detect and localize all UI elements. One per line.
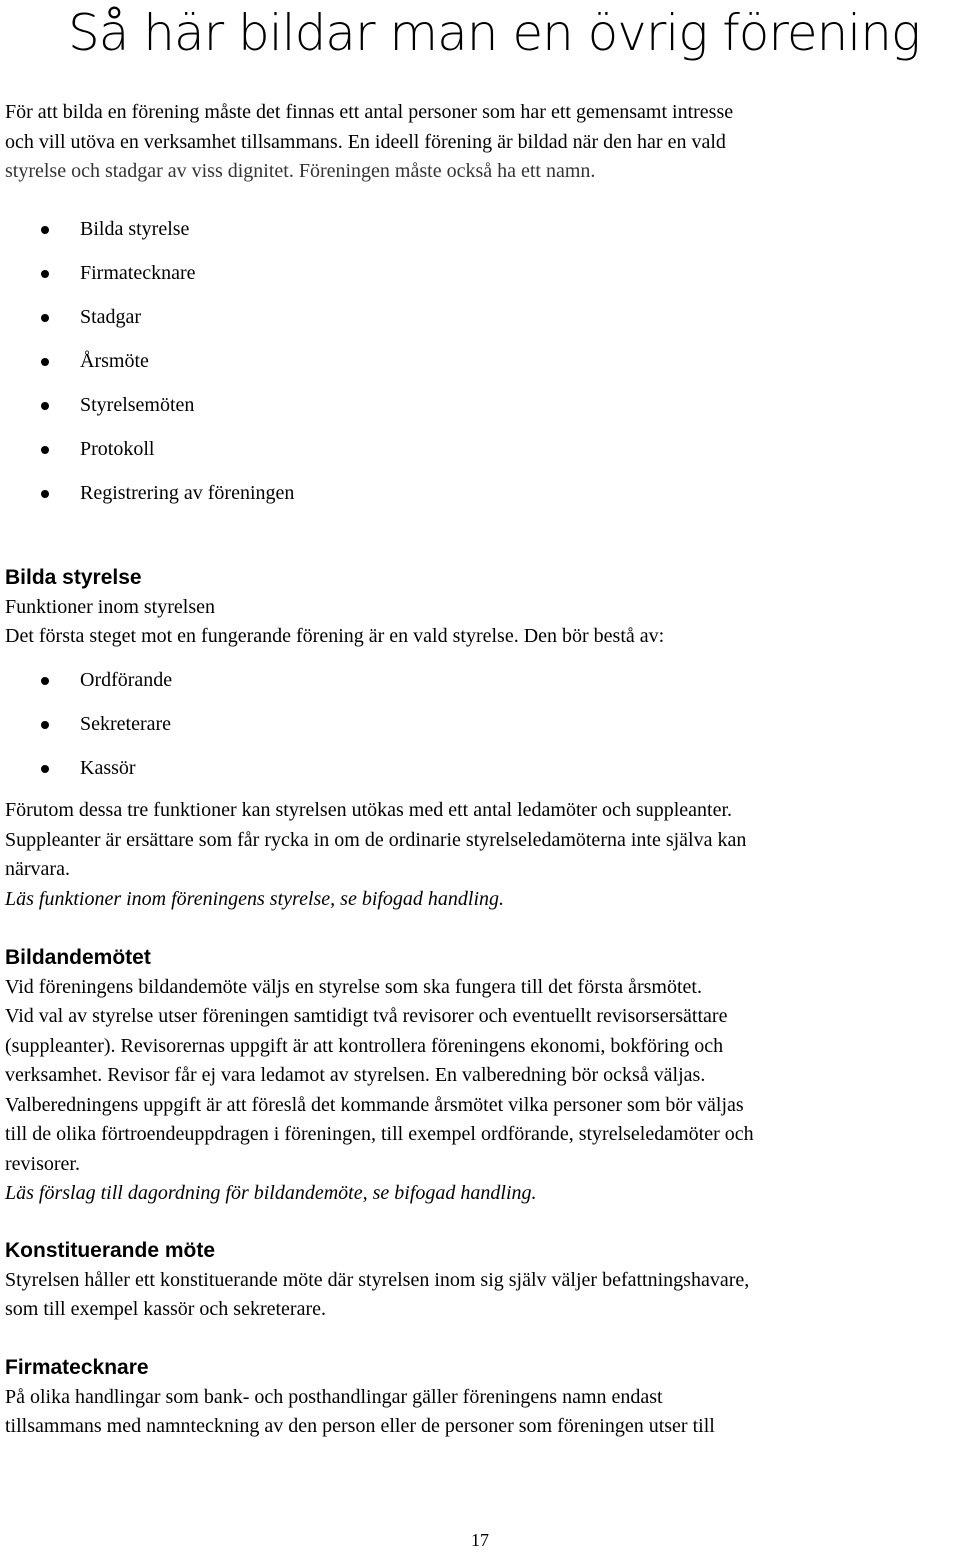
intro-line: styrelse och stadgar av viss dignitet. Föreningen måste också ha ett namn. — [5, 160, 596, 182]
paragraph-line: (suppleanter). Revisorernas uppgift är att kontrollera föreningens ekonomi, bokföring och — [5, 1034, 724, 1057]
reference-note: Läs förslag till dagordning för bildandemöte, se bifogad handling. — [5, 1182, 537, 1204]
paragraph-line: Valberedningens uppgift är att föreslå det kommande årsmötet vilka personer som bör väljas — [5, 1093, 744, 1116]
styrelse-details — [5, 796, 955, 914]
list-item — [5, 347, 955, 391]
list-item-label: Sekreterare — [80, 713, 172, 735]
list-item-label: Registrering av föreningen — [80, 482, 295, 504]
page-title: Så här bildar man en övrig förening — [68, 4, 920, 62]
page-number: 17 — [471, 1530, 489, 1550]
paragraph-line: till de olika förtroendeuppdragen i föreningen, till exempel ordförande, styrelseledamöter och — [5, 1123, 754, 1145]
paragraph-line: närvara. — [5, 858, 70, 880]
paragraph-line: Funktioner inom styrelsen — [5, 595, 215, 618]
paragraph-line: verksamhet. Revisor får ej vara ledamot av styrelsen. En valberedning bör också väljas. — [5, 1064, 706, 1086]
bullet-icon — [41, 490, 49, 498]
list-item-label: Stadgar — [80, 306, 142, 328]
list-item — [5, 259, 955, 303]
paragraph-line: som till exempel kassör och sekreterare. — [5, 1298, 326, 1320]
bullet-icon — [41, 314, 49, 322]
paragraph-line: Suppleanter är ersättare som får rycka in om de ordinarie styrelseledamöterna inte själva kan — [5, 828, 747, 851]
bullet-icon — [41, 446, 49, 454]
list-item — [5, 435, 955, 479]
bullet-icon — [41, 226, 49, 234]
paragraph-line: Vid föreningens bildandemöte väljs en styrelse som ska fungera till det första årsmötet. — [5, 975, 702, 998]
overview-list — [5, 215, 955, 523]
intro-line: För att bilda en förening måste det finnas ett antal personer som har ett gemensamt intresse — [5, 101, 734, 123]
list-item — [5, 479, 955, 523]
section-bildandemotet — [5, 943, 955, 1209]
list-item-label: Kassör — [80, 757, 136, 779]
list-item — [5, 215, 955, 259]
bullet-icon — [41, 677, 49, 685]
list-item — [5, 666, 955, 710]
reference-note: Läs funktioner inom föreningens styrelse, se bifogad handling. — [5, 887, 505, 910]
section-konstituerande-mote — [5, 1236, 955, 1325]
list-item-label: Styrelsemöten — [80, 394, 195, 416]
section-firmatecknare — [5, 1353, 955, 1442]
paragraph-line: Det första steget mot en fungerande förening är en vald styrelse. Den bör bestå av: — [5, 625, 665, 647]
list-item-label: Protokoll — [80, 438, 155, 460]
roles-list — [5, 666, 955, 798]
paragraph-line: Förutom dessa tre funktioner kan styrelsen utökas med ett antal ledamöter och suppleanter. — [5, 799, 733, 821]
list-item — [5, 754, 955, 798]
list-item — [5, 391, 955, 435]
paragraph-line: tillsammans med namnteckning av den person eller de personer som föreningen utser till — [5, 1415, 715, 1437]
bullet-icon — [41, 270, 49, 278]
bullet-icon — [41, 402, 49, 410]
section-heading: Bilda styrelse — [5, 566, 142, 589]
intro-line: och vill utöva en verksamhet tillsammans. En ideell förening är bildad när den har en vald — [5, 130, 726, 153]
section-heading: Bildandemötet — [5, 946, 151, 969]
section-heading: Firmatecknare — [5, 1356, 149, 1379]
list-item — [5, 303, 955, 347]
list-item-label: Firmatecknare — [80, 262, 196, 284]
bullet-icon — [41, 721, 49, 729]
section-bilda-styrelse — [5, 563, 955, 652]
paragraph-line: På olika handlingar som bank- och posthandlingar gäller föreningens namn endast — [5, 1385, 663, 1408]
paragraph-line: Vid val av styrelse utser föreningen samtidigt två revisorer och eventuellt revisorsersättare — [5, 1005, 728, 1027]
paragraph-line: revisorer. — [5, 1152, 80, 1175]
list-item — [5, 710, 955, 754]
section-heading: Konstituerande möte — [5, 1239, 216, 1262]
list-item-label: Ordförande — [80, 669, 173, 691]
list-item-label: Bilda styrelse — [80, 218, 190, 240]
list-item-label: Årsmöte — [80, 350, 149, 372]
bullet-icon — [41, 765, 49, 773]
intro-paragraph — [5, 98, 955, 187]
paragraph-line: Styrelsen håller ett konstituerande möte där styrelsen inom sig själv väljer befattningshavare, — [5, 1268, 750, 1291]
bullet-icon — [41, 358, 49, 366]
